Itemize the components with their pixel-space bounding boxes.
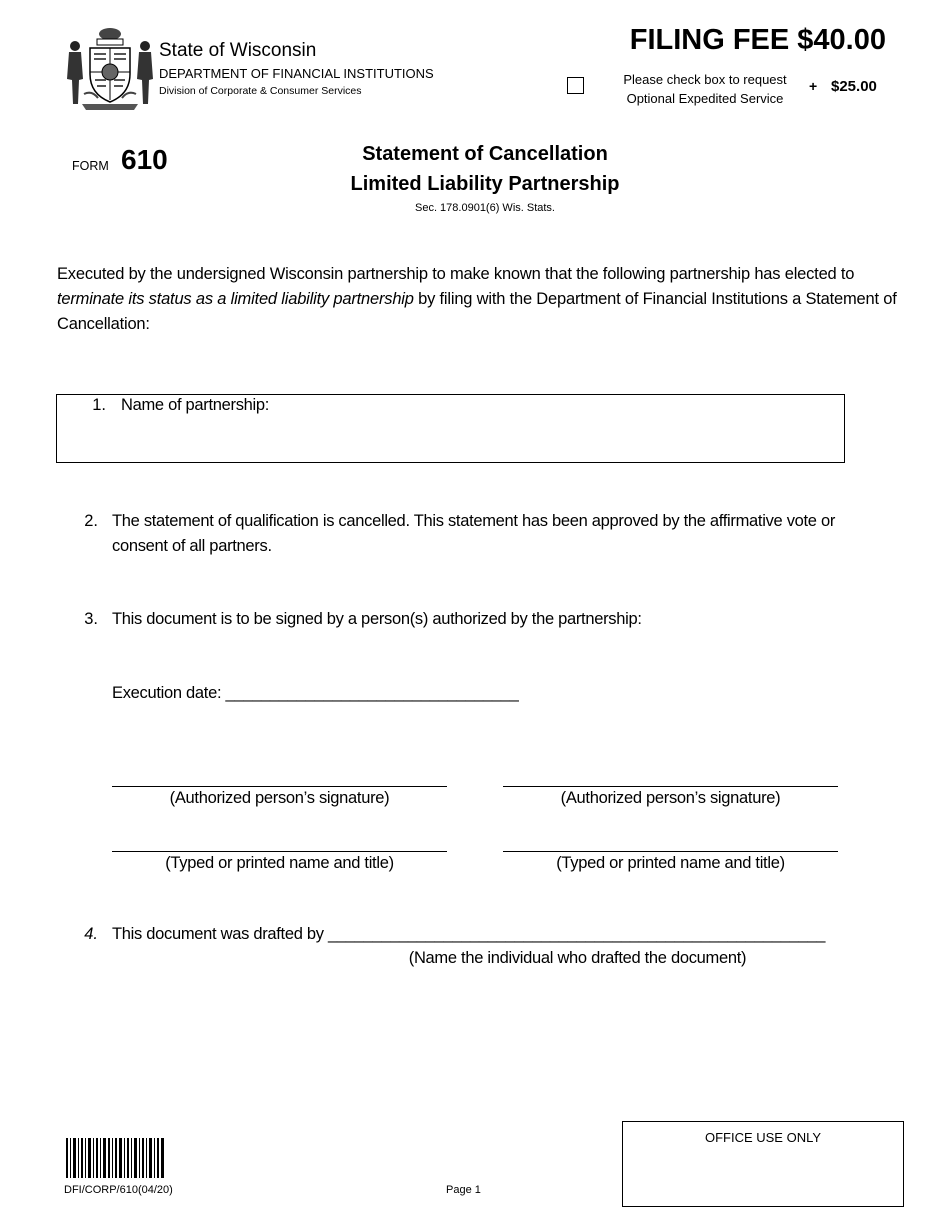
form-code: DFI/CORP/610(04/20) xyxy=(64,1184,173,1196)
expedite-fee: $25.00 xyxy=(831,78,877,95)
item-2-line-2: consent of all partners. xyxy=(112,537,272,555)
drafted-by-label: This document was drafted by xyxy=(112,925,324,943)
division-name: Division of Corporate & Consumer Services xyxy=(159,85,362,97)
state-name: State of Wisconsin xyxy=(159,40,317,61)
item-4-number: 4. xyxy=(84,925,98,943)
expedited-service-label xyxy=(605,70,805,108)
intro-paragraph xyxy=(57,262,902,337)
intro-part-1: Executed by the undersigned Wisconsin partnership to make known that the following partnership has elected to xyxy=(57,265,855,283)
form-title: Statement of Cancellation xyxy=(362,143,608,165)
intro-emphasis: terminate its status as a limited liability partnership xyxy=(57,290,414,308)
form-label: FORM xyxy=(72,159,109,173)
execution-date-field[interactable]: _________________________________ xyxy=(225,684,519,702)
drafted-by-row xyxy=(112,925,825,944)
expedite-line-1: Please check box to request xyxy=(623,72,787,87)
item-3-text: This document is to be signed by a person(s) authorized by the partnership: xyxy=(112,610,642,628)
signature-caption-right: (Authorized person’s signature) xyxy=(560,789,781,807)
item-2-line-1: The statement of qualification is cancelled. This statement has been approved by the affirmative vote or xyxy=(112,512,836,530)
expedite-plus: + xyxy=(809,78,818,94)
item-3-number: 3. xyxy=(84,610,98,628)
page-number: Page 1 xyxy=(446,1184,481,1196)
item-2-number: 2. xyxy=(84,512,98,530)
name-line-right[interactable] xyxy=(503,851,838,852)
execution-date-label: Execution date: xyxy=(112,684,222,702)
form-number: 610 xyxy=(121,144,168,175)
signature-line-right[interactable] xyxy=(503,786,838,787)
signature-line-left[interactable] xyxy=(112,786,447,787)
drafted-by-field[interactable]: ________________________________________________________ xyxy=(328,925,826,943)
form-subtitle: Limited Liability Partnership xyxy=(350,173,620,195)
partnership-name-field[interactable] xyxy=(121,424,821,452)
filing-fee: FILING FEE $40.00 xyxy=(629,24,886,56)
item-1-number: 1. xyxy=(92,396,106,414)
execution-date-row xyxy=(112,684,518,703)
name-caption-left: (Typed or printed name and title) xyxy=(165,854,394,872)
signature-caption-left: (Authorized person’s signature) xyxy=(169,789,390,807)
name-line-left[interactable] xyxy=(112,851,447,852)
name-caption-right: (Typed or printed name and title) xyxy=(556,854,785,872)
expedite-line-2: Optional Expedited Service xyxy=(626,91,784,106)
office-use-box xyxy=(622,1121,904,1207)
intro-part-2: by filing with the Department of Financial Institutions a Statement of Cancellation: xyxy=(57,290,897,333)
wisconsin-state-seal-icon xyxy=(62,24,158,112)
drafted-by-caption: (Name the individual who drafted the document) xyxy=(408,949,747,967)
statute-reference: Sec. 178.0901(6) Wis. Stats. xyxy=(414,202,555,214)
office-use-label: OFFICE USE ONLY xyxy=(704,1130,822,1145)
partnership-name-label: Name of partnership: xyxy=(121,396,270,414)
expedited-service-checkbox[interactable] xyxy=(567,77,584,94)
department-name: DEPARTMENT OF FINANCIAL INSTITUTIONS xyxy=(159,66,434,81)
barcode-icon xyxy=(66,1138,164,1178)
